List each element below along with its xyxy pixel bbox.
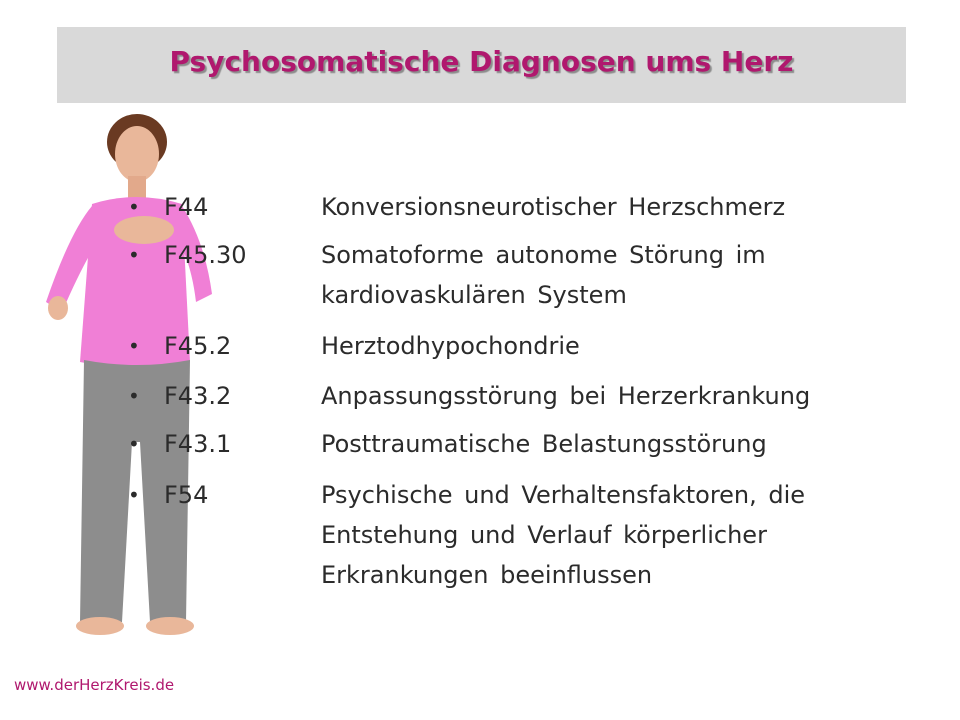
bullet-icon: • [128,195,140,219]
diagnosis-code: F45.2 [164,332,232,360]
diagnosis-description: Posttraumatische Belastungsstörung [321,430,767,458]
bullet-icon: • [128,334,140,358]
footer-url: www.derHerzKreis.de [14,676,175,694]
diagnosis-description: Konversionsneurotischer Herzschmerz [321,193,786,221]
diagnosis-code: F43.2 [164,382,232,410]
slide-title: Psychosomatische Diagnosen ums Herz [169,45,794,78]
diagnosis-code: F44 [164,193,209,221]
diagnosis-description: Somatoforme autonome Störung im kardiovaskulären System [321,241,766,309]
title-bar [57,27,906,103]
diagnosis-description: Anpassungsstörung bei Herzerkrankung [321,382,811,410]
diagnosis-code: F45.30 [164,241,247,269]
bullet-icon: • [128,483,140,507]
bullet-icon: • [128,243,140,267]
diagnosis-code: F43.1 [164,430,232,458]
diagnosis-description: Herztodhypochondrie [321,332,580,360]
diagnosis-code: F54 [164,481,209,509]
bullet-icon: • [128,384,140,408]
diagnosis-description: Psychische und Verhaltensfaktoren, die Entstehung und Verlauf körperlicher Erkrankungen beeinflussen [321,481,806,589]
bullet-icon: • [128,432,140,456]
